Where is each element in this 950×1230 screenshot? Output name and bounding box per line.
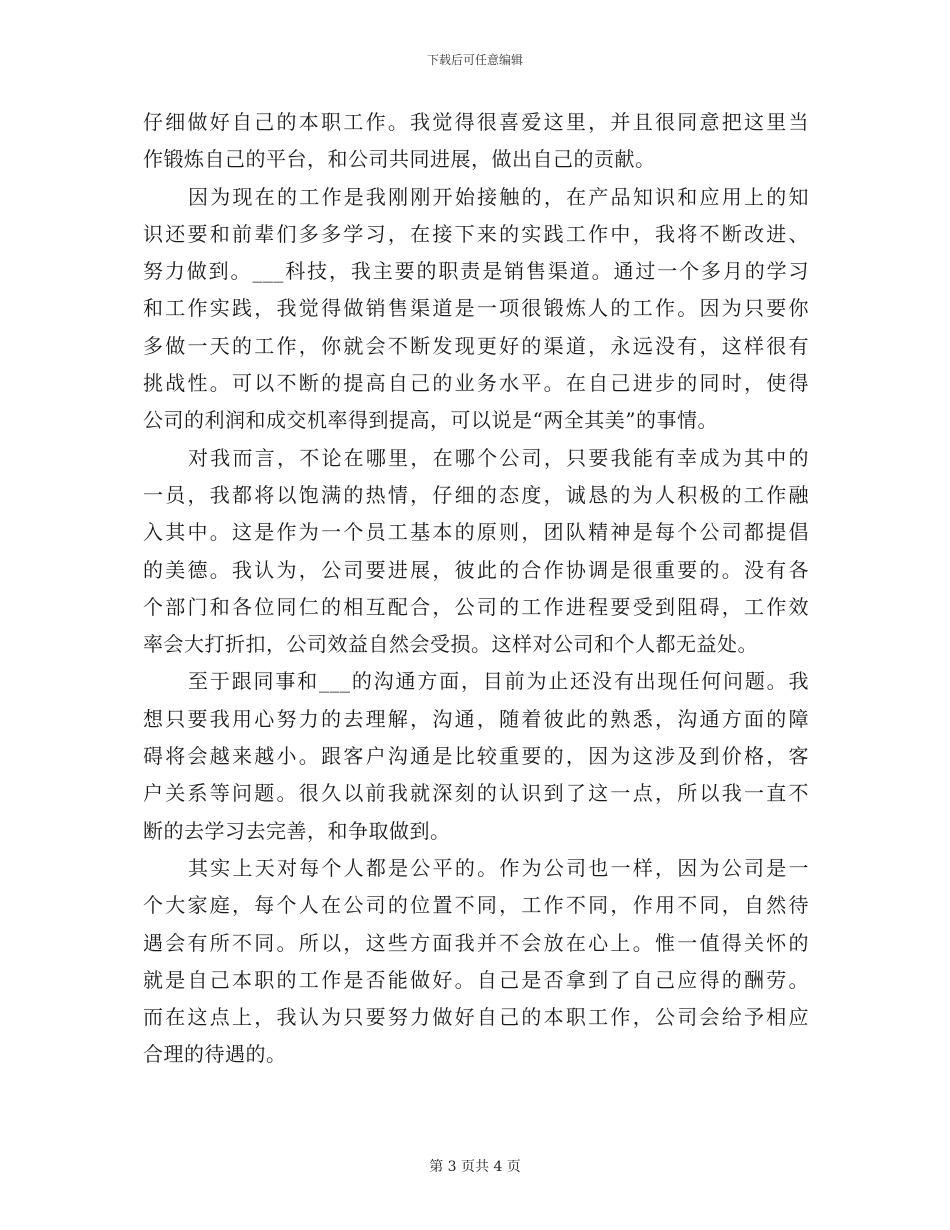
text-line: 仔细做好自己的本职工作。我觉得很喜爱这里，并且很同意把这里当 (143, 110, 809, 134)
text-line: 想只要我用心努力的去理解，沟通，随着彼此的熟悉，沟通方面的障 (143, 706, 809, 731)
text-line: 多做一天的工作，你就会不断发现更好的渠道，永远没有，这样很有 (143, 333, 809, 358)
text-line: 户关系等问题。很久以前我就深刻的认识到了这一点，所以我一直不 (143, 781, 809, 806)
text-line: 识还要和前辈们多多学习，在接下来的实践工作中，我将不断改进、 (143, 221, 809, 246)
paragraph-1 (143, 104, 809, 179)
text-line: 合理的待遇的。 (143, 1042, 287, 1067)
text-line: 和工作实践，我觉得做销售渠道是一项很锻炼人的工作。因为只要你 (143, 296, 809, 321)
text-line: 至于跟同事和___的沟通方面，目前为止还没有出现任何问题。我 (188, 669, 809, 694)
text-line: 断的去学习去完善，和争取做到。 (143, 818, 451, 843)
text-line: 而在这点上，我认为只要努力做好自己的本职工作，公司会给予相应 (143, 1005, 809, 1030)
text-line: 挑战性。可以不断的提高自己的业务水平。在自己进步的同时，使得 (143, 371, 809, 396)
text-line: 公司的利润和成交机率得到提高，可以说是“两全其美”的事情。 (143, 408, 718, 433)
page-number: 第 3 页共 4 页 (429, 1159, 521, 1175)
text-line: 就是自己本职的工作是否能做好。自己是否拿到了自己应得的酬劳。 (143, 967, 809, 992)
page-header: 下载后可任意编辑 (426, 53, 523, 67)
text-line: 作锻炼自己的平台，和公司共同进展，做出自己的贡献。 (143, 147, 656, 172)
text-line: 个部门和各位同仁的相互配合，公司的工作进程要受到阻碍，工作效 (143, 594, 809, 619)
text-line: 入其中。这是作为一个员工基本的原则，团队精神是每个公司都提倡 (143, 520, 809, 545)
text-line: 一员，我都将以饱满的热情，仔细的态度，诚恳的为人积极的工作融 (143, 482, 809, 507)
text-line: 碍将会越来越小。跟客户沟通是比较重要的，因为这涉及到价格，客 (143, 744, 809, 769)
text-line: 对我而言，不论在哪里，在哪个公司，只要我能有幸成为其中的 (188, 445, 809, 470)
paragraph-2 (143, 179, 809, 440)
text-line: 遇会有所不同。所以，这些方面我并不会放在心上。惟一值得关怀的 (143, 930, 809, 955)
text-line: 其实上天对每个人都是公平的。作为公司也一样，因为公司是一 (188, 855, 809, 880)
text-line: 努力做到。___科技，我主要的职责是销售渠道。通过一个多月的学习 (143, 259, 809, 284)
text-line: 的美德。我认为，公司要进展，彼此的合作协调是很重要的。没有各 (143, 557, 809, 582)
text-line: 因为现在的工作是我刚刚开始接触的，在产品知识和应用上的知 (188, 184, 809, 209)
paragraph-3 (143, 440, 809, 664)
text-line: 个大家庭，每个人在公司的位置不同，工作不同，作用不同，自然待 (143, 893, 809, 918)
document-body (143, 104, 809, 1074)
text-line: 率会大打折扣，公司效益自然会受损。这样对公司和个人都无益处。 (143, 632, 758, 657)
paragraph-4 (143, 663, 809, 849)
paragraph-5 (143, 850, 809, 1074)
